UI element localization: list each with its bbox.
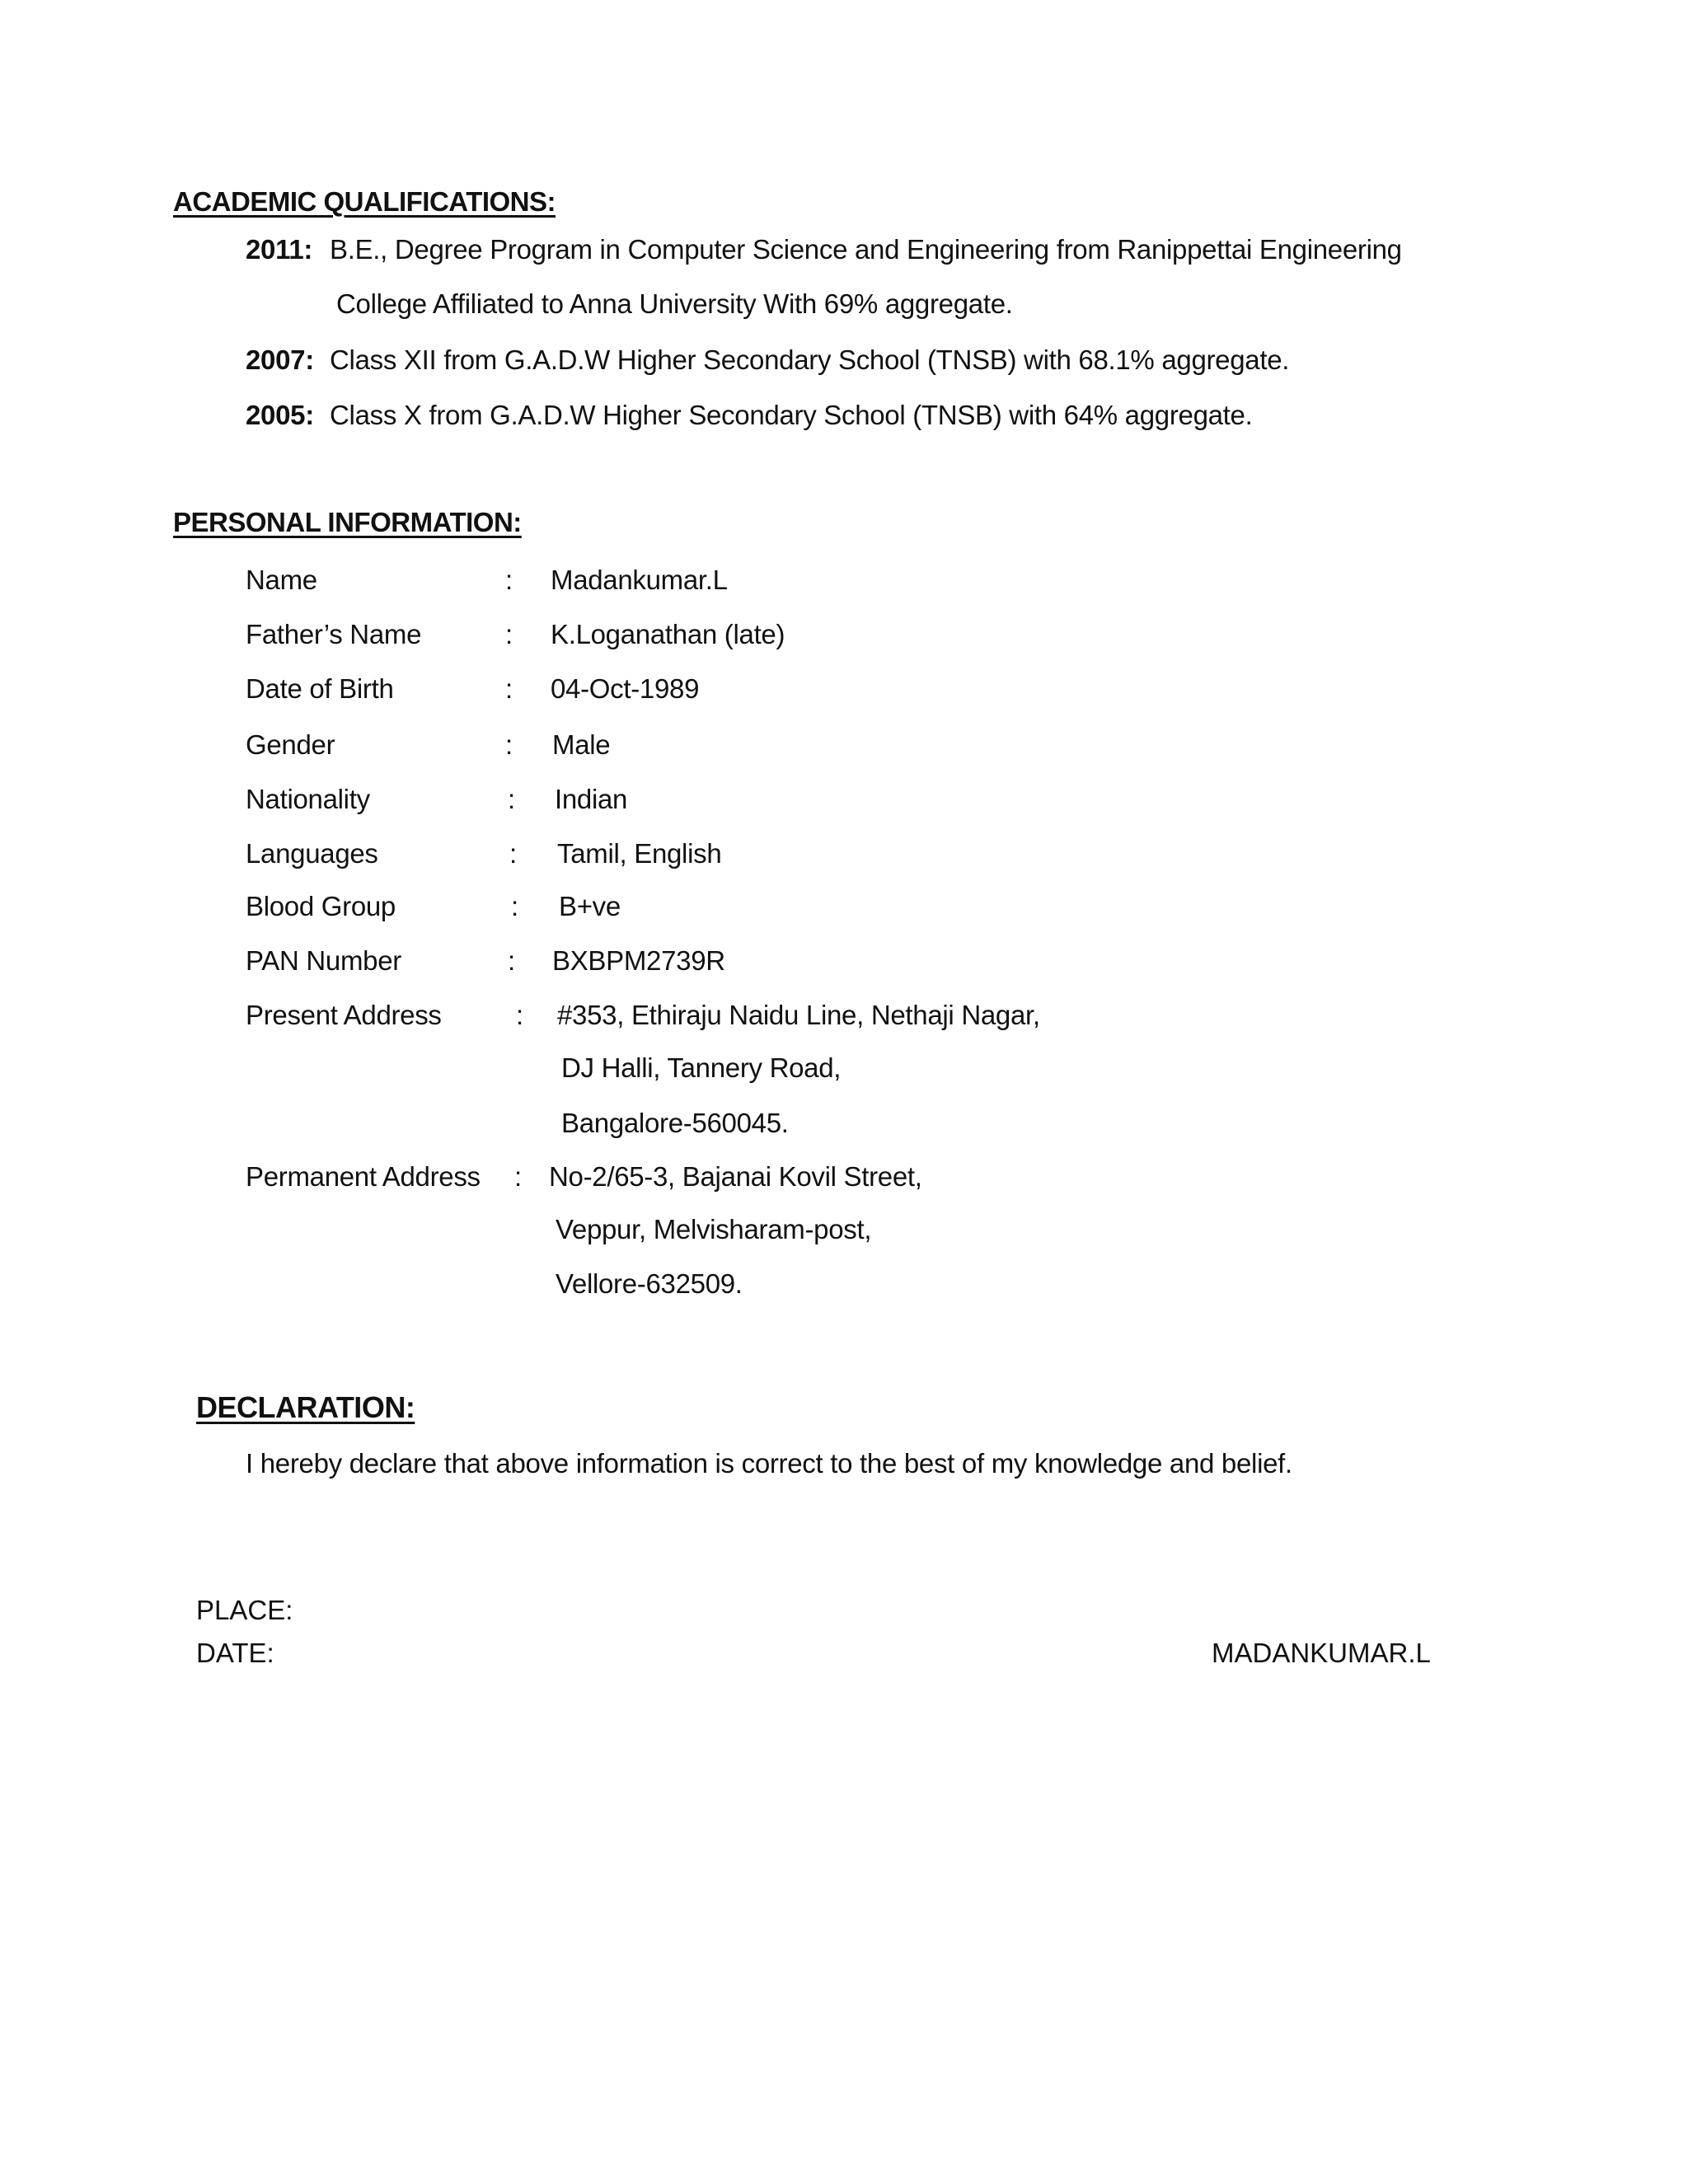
info-label: Blood Group xyxy=(246,891,396,921)
info-colon: : xyxy=(505,673,513,704)
info-label: Gender xyxy=(246,729,335,760)
info-colon: : xyxy=(509,838,517,869)
info-label: PAN Number xyxy=(246,945,401,976)
qualification-2011 xyxy=(246,234,1402,265)
permanent-address-line-2: Veppur, Melvisharam-post, xyxy=(556,1214,872,1244)
info-colon: : xyxy=(508,945,515,976)
info-label: Languages xyxy=(246,838,378,869)
qualification-year: 2005: xyxy=(246,400,314,430)
info-value: No-2/65-3, Bajanai Kovil Street, xyxy=(549,1161,922,1192)
info-label: Present Address xyxy=(246,1000,442,1030)
info-label: Date of Birth xyxy=(246,673,394,704)
qualification-text: Class X from G.A.D.W Higher Secondary School (TNSB) with 64% aggregate. xyxy=(330,400,1253,430)
qualification-year: 2011: xyxy=(246,234,313,265)
info-colon: : xyxy=(505,565,513,595)
info-value: Madankumar.L xyxy=(551,565,728,595)
qualification-year: 2007: xyxy=(246,344,314,375)
info-colon: : xyxy=(511,891,518,921)
qualification-text: B.E., Degree Program in Computer Science and Engineering from Ranippettai Engineering xyxy=(330,234,1402,265)
present-address-line-3: Bangalore-560045. xyxy=(561,1108,789,1138)
academic-heading: ACADEMIC QUALIFICATIONS: xyxy=(173,186,556,217)
qualification-2011-continued: College Affiliated to Anna University With 69% aggregate. xyxy=(336,288,1013,319)
info-colon: : xyxy=(505,619,513,649)
declaration-heading: DECLARATION: xyxy=(196,1390,415,1424)
qualification-2005 xyxy=(246,400,1252,431)
info-value: B+ve xyxy=(559,891,621,921)
info-colon: : xyxy=(516,1000,523,1030)
personal-heading: PERSONAL INFORMATION: xyxy=(173,507,522,537)
date-label: DATE: xyxy=(196,1638,274,1668)
place-label: PLACE: xyxy=(196,1595,293,1625)
info-value: 04-Oct-1989 xyxy=(551,673,700,704)
info-value: Indian xyxy=(555,784,628,814)
declaration-text: I hereby declare that above information is correct to the best of my knowledge and belief. xyxy=(246,1448,1292,1479)
qualification-2007 xyxy=(246,344,1289,376)
info-label: Permanent Address xyxy=(246,1161,481,1192)
info-value: Tamil, English xyxy=(557,838,722,869)
permanent-address-line-3: Vellore-632509. xyxy=(556,1268,743,1299)
info-label: Father’s Name xyxy=(246,619,422,649)
info-colon: : xyxy=(508,784,515,814)
info-value: K.Loganathan (late) xyxy=(551,619,785,649)
present-address-line-2: DJ Halli, Tannery Road, xyxy=(561,1052,842,1083)
info-label: Name xyxy=(246,565,317,595)
qualification-text: Class XII from G.A.D.W Higher Secondary School (TNSB) with 68.1% aggregate. xyxy=(330,344,1290,375)
info-colon: : xyxy=(505,729,513,760)
info-value: BXBPM2739R xyxy=(552,945,725,976)
info-label: Nationality xyxy=(246,784,370,814)
info-value: #353, Ethiraju Naidu Line, Nethaji Nagar, xyxy=(557,1000,1040,1030)
info-colon: : xyxy=(514,1161,522,1192)
info-value: Male xyxy=(552,729,611,760)
signature-name: MADANKUMAR.L xyxy=(1212,1638,1431,1668)
